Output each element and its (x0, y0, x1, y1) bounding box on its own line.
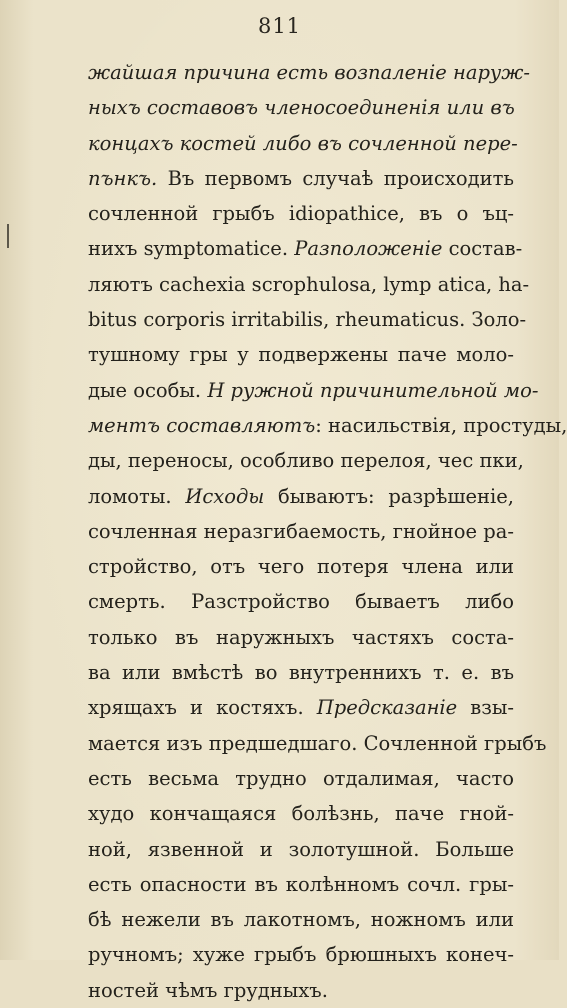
text-run: состав- (442, 237, 523, 261)
text-run: ной, язвенной и золотушной. Больше (88, 837, 514, 861)
text-run: ляютъ cachexia scrophulosa, lymp atica, ha- (88, 272, 530, 296)
italic-run: Н ружной причинительной мо- (207, 378, 539, 402)
text-line (88, 479, 514, 514)
text-run: нихъ symptomatice. (88, 237, 295, 261)
text-line (88, 655, 514, 690)
text-run: мается изъ предшедшаго. Сочленной грыбъ (88, 731, 547, 755)
text-run: дые особы. (88, 378, 208, 402)
page-number: 811 (257, 14, 302, 38)
text-line (88, 55, 530, 90)
italic-run: ментъ составляютъ (88, 413, 316, 437)
text-run: ручномъ; хуже грыбъ брюшныхъ конеч- (88, 943, 514, 967)
text-run: сочленная неразгибаемость, гнойное ра- (88, 519, 514, 543)
text-line (88, 902, 514, 937)
text-run: стройство, отъ чего потеря члена или (88, 555, 514, 579)
text-line (88, 90, 514, 125)
text-run: только въ наружныхъ частяхъ соста- (88, 625, 514, 649)
text-run: ва или вмѣстѣ во внутреннихъ т. е. въ (88, 661, 514, 685)
text-line (88, 973, 514, 1008)
text-run: сочленной грыбъ idiopathice, въ о ъц- (88, 202, 514, 226)
text-run: смерть. Разстройство бываетъ либо (88, 590, 514, 614)
text-line (88, 832, 514, 867)
text-line (88, 302, 527, 337)
text-run: : насильствія, простуды, (315, 413, 567, 437)
text-line (88, 514, 514, 549)
italic-run: жайшая причина есть возпаленіе наруж- (88, 61, 530, 84)
text-line (88, 443, 524, 478)
text-run: хрящахъ и костяхъ. (88, 696, 317, 720)
text-line (88, 126, 518, 161)
text-run: бываютъ: разрѣшеніе, (264, 484, 514, 508)
text-run: есть опасности въ колѣнномъ сочл. гры- (88, 872, 514, 896)
text-run: ды, переносы, особливо перелоя, чес пки, (88, 449, 524, 473)
text-line (88, 690, 514, 725)
text-line (88, 373, 539, 408)
body-text (88, 55, 567, 1008)
text-run: Въ первомъ случаѣ происходить (157, 166, 514, 190)
text-run: ломоты. (88, 484, 186, 508)
text-line (88, 584, 514, 619)
text-line (88, 937, 514, 972)
text-line (88, 867, 514, 902)
text-line (88, 337, 514, 372)
text-line (88, 196, 514, 231)
text-run: тушному гры у подвержены паче моло- (88, 343, 514, 367)
text-run: взы- (457, 696, 515, 720)
italic-run: Исходы (185, 484, 265, 508)
text-line (88, 796, 514, 831)
text-line (88, 161, 514, 196)
margin-mark (7, 224, 9, 248)
italic-run: пънкъ. (88, 166, 158, 190)
italic-run: ныхъ составовъ членосоединенія или въ (88, 96, 515, 120)
italic-run: Предсказаніе (316, 696, 458, 720)
text-run: bitus corporis irritabilis, rheumaticus. Золо- (88, 308, 527, 332)
text-line (88, 726, 547, 761)
text-line (88, 761, 514, 796)
text-line (88, 231, 523, 266)
italic-run: концахъ костей либо въ сочленной пере- (88, 131, 518, 155)
text-line (88, 620, 514, 655)
text-run: бѣ нежели въ лакотномъ, ножномъ или (88, 908, 514, 932)
text-line (88, 408, 567, 443)
italic-run: Разположеніе (294, 237, 443, 261)
text-run: есть весьма трудно отдалимая, часто (88, 766, 514, 790)
text-run: худо кончащаяся болѣзнь, паче гной- (88, 802, 514, 826)
text-line (88, 549, 514, 584)
text-run: ностей чѣмъ грудныхъ. (88, 978, 328, 1002)
text-line (88, 267, 530, 302)
